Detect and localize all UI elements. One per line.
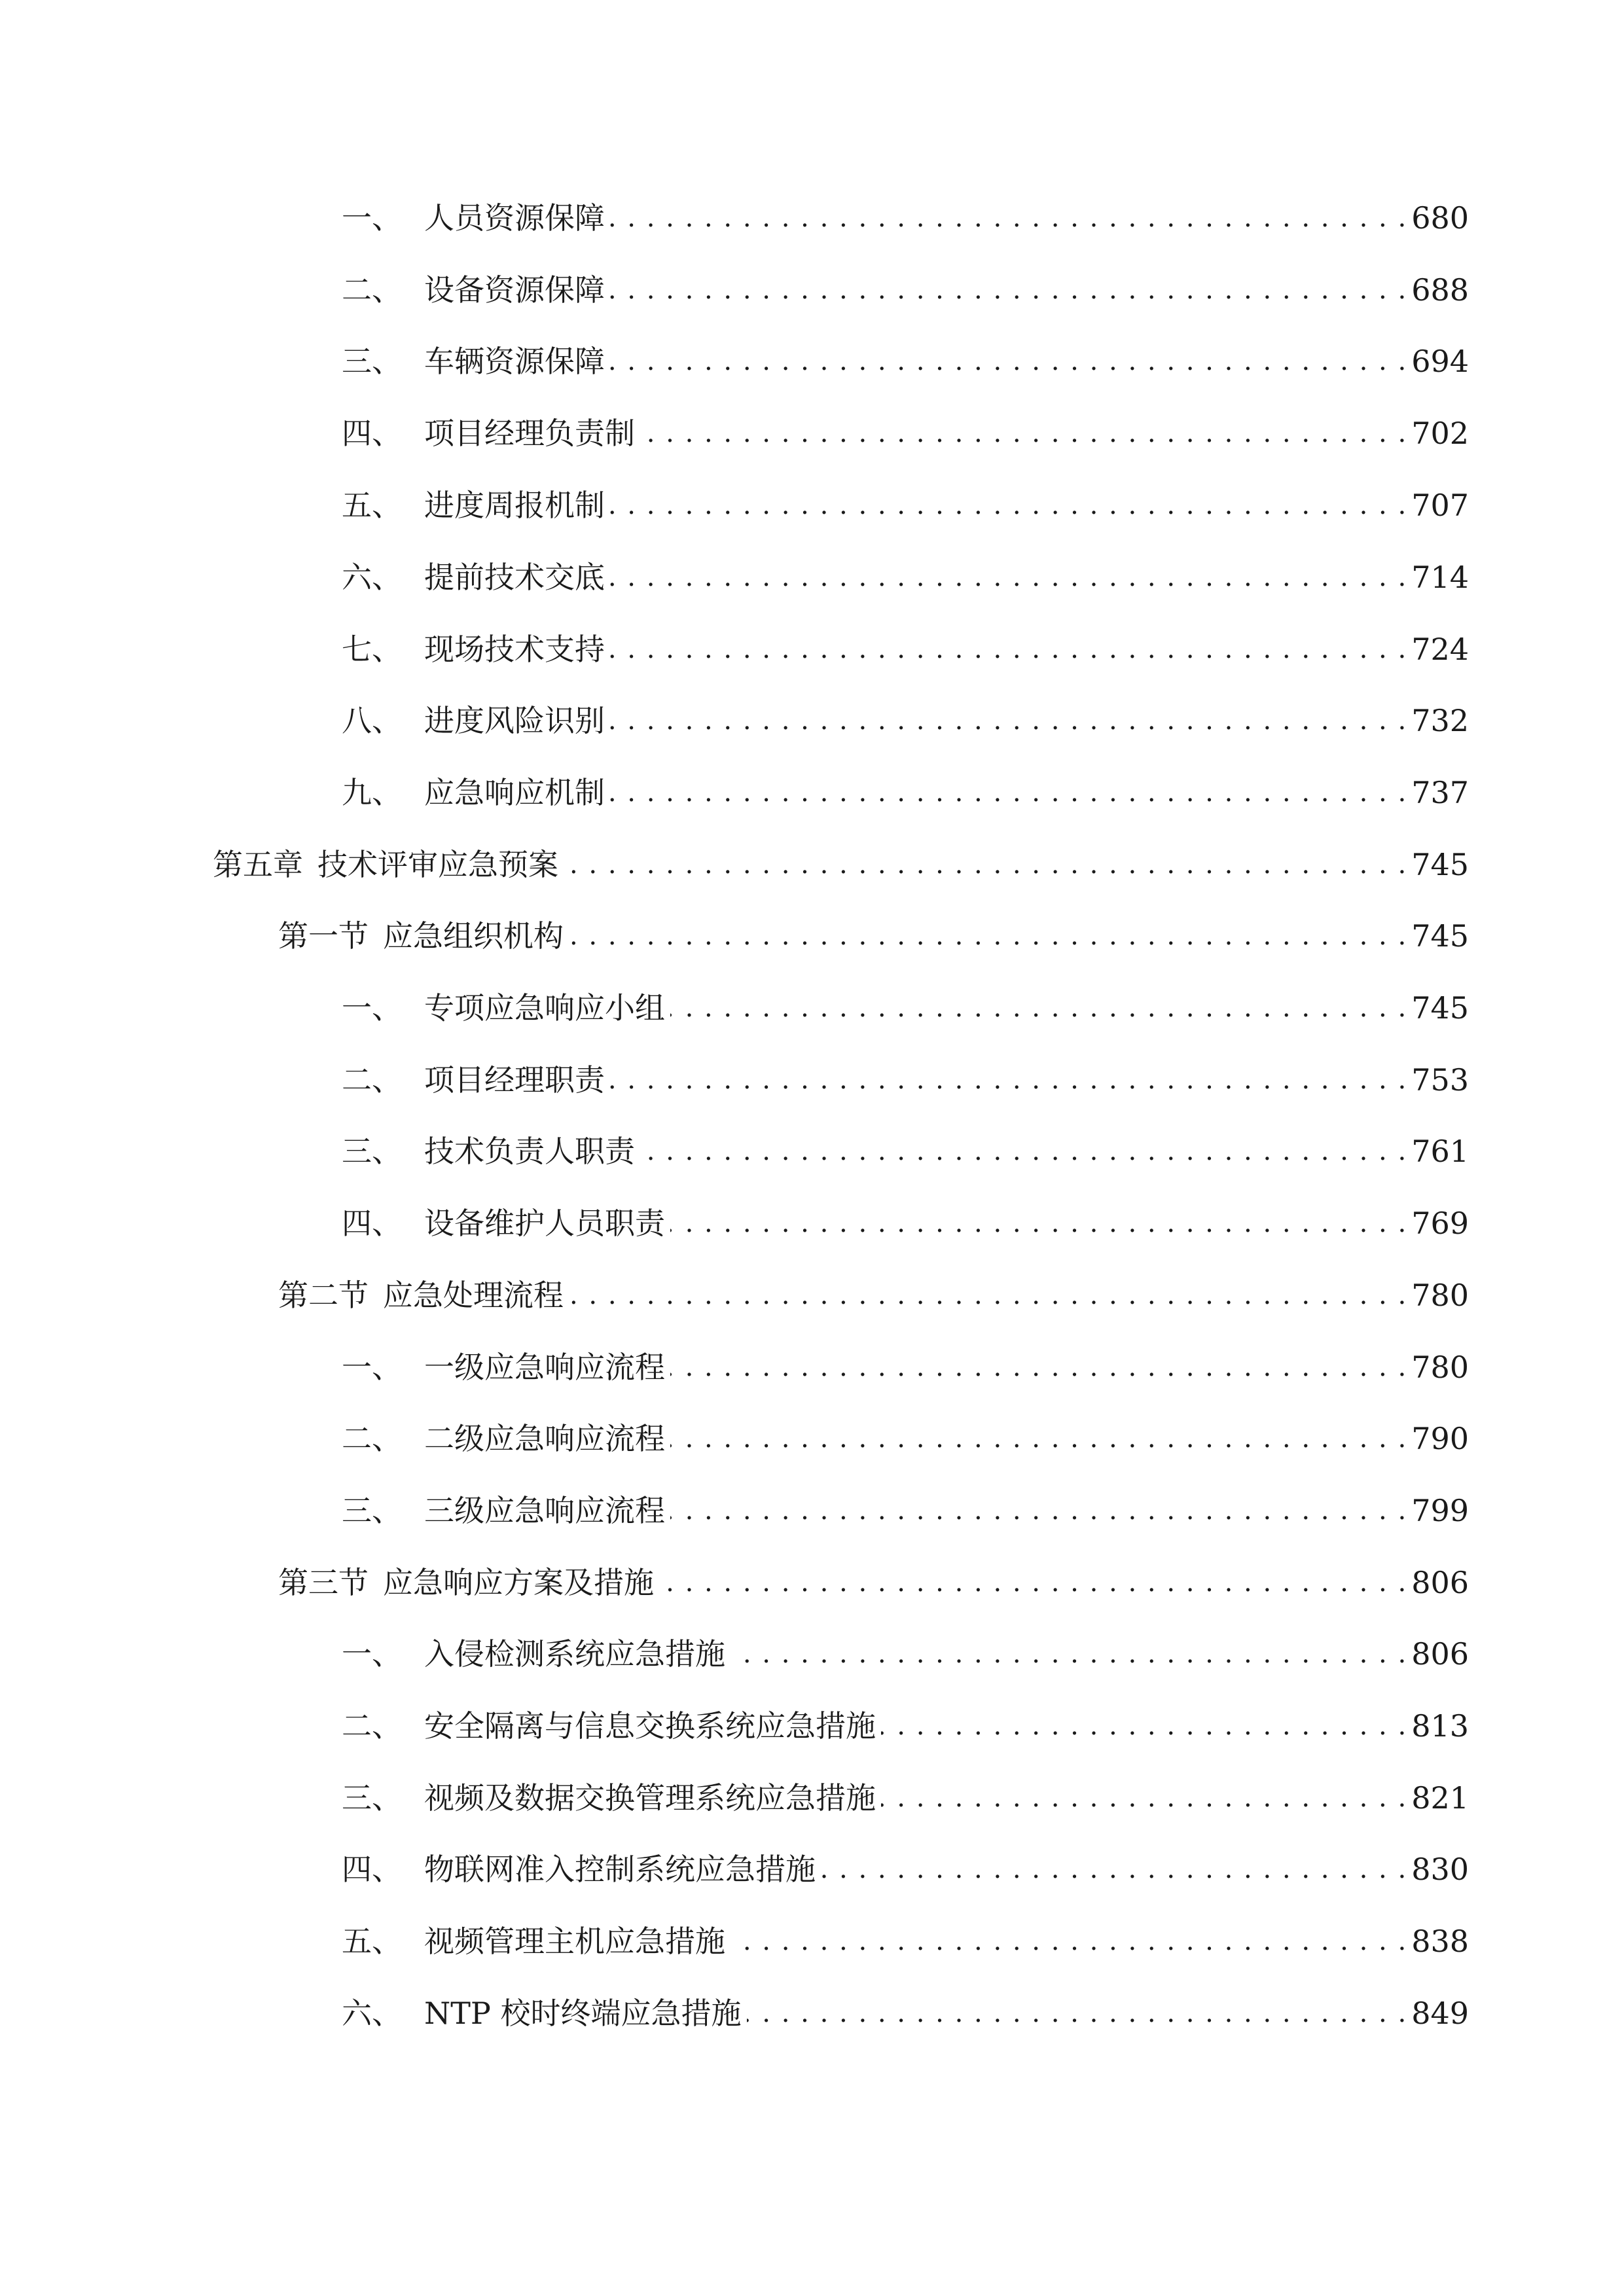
toc-entry[interactable]	[342, 407, 1469, 459]
toc-entry-title: 技术评审应急预案	[317, 847, 558, 882]
toc-entry-page: 724	[1411, 632, 1469, 667]
toc-entry-number: 一、	[342, 1350, 402, 1385]
dot-leader	[747, 1987, 1408, 2039]
toc-entry-page: 769	[1411, 1206, 1469, 1241]
toc-entry-title: 设备资源保障	[424, 272, 605, 308]
toc-entry-number: 二、	[342, 1708, 402, 1744]
toc-entry-page: 780	[1411, 1278, 1469, 1313]
toc-entry[interactable]	[342, 1484, 1469, 1537]
toc-entry-number: 第五章	[213, 847, 303, 882]
toc-entry-title: NTP 校时终端应急措施	[424, 1996, 742, 2031]
toc-entry-number: 第一节	[278, 918, 369, 954]
toc-entry-title: 应急响应方案及措施	[383, 1565, 654, 1600]
dot-leader	[564, 838, 1407, 891]
dot-leader	[610, 766, 1407, 819]
toc-entry[interactable]	[342, 335, 1469, 387]
toc-entry-number: 二、	[342, 272, 402, 308]
toc-entry-page: 799	[1411, 1493, 1469, 1528]
toc-entry-number: 三、	[342, 1493, 402, 1528]
toc-entry[interactable]	[342, 1197, 1469, 1249]
toc-entry[interactable]	[342, 766, 1469, 819]
dot-leader	[610, 192, 1407, 244]
toc-entry[interactable]	[342, 1628, 1469, 1680]
toc-chapter-entry[interactable]	[213, 838, 1469, 891]
toc-entry-page: 780	[1411, 1350, 1469, 1385]
toc-entry-title: 现场技术支持	[424, 632, 605, 667]
toc-entry-number: 三、	[342, 1780, 402, 1816]
dot-leader	[610, 479, 1407, 531]
toc-entry-number: 六、	[342, 560, 402, 595]
toc-entry-number: 第二节	[278, 1278, 369, 1313]
toc-entry-page: 838	[1411, 1924, 1469, 1959]
dot-leader	[640, 407, 1407, 459]
toc-entry-page: 830	[1411, 1852, 1469, 1887]
toc-entry-page: 813	[1411, 1708, 1469, 1744]
toc-entry-page: 753	[1411, 1062, 1469, 1098]
toc-entry-number: 七、	[342, 632, 402, 667]
toc-entry-number: 二、	[342, 1062, 402, 1098]
toc-entry-number: 三、	[342, 344, 402, 379]
toc-entry-title: 项目经理负责制	[424, 416, 635, 451]
toc-entry[interactable]	[342, 694, 1469, 747]
dot-leader	[610, 551, 1407, 603]
toc-entry-page: 806	[1411, 1636, 1469, 1672]
toc-entry-title: 进度风险识别	[424, 703, 605, 738]
toc-entry-page: 702	[1411, 416, 1469, 451]
dot-leader	[670, 982, 1407, 1034]
toc-section-entry[interactable]	[278, 1269, 1469, 1321]
toc-entry-number: 四、	[342, 416, 402, 451]
dot-leader	[821, 1843, 1407, 1895]
toc-entry-title: 提前技术交底	[424, 560, 605, 595]
dot-leader	[670, 1484, 1407, 1537]
dot-leader	[670, 1412, 1407, 1465]
toc-entry-page: 737	[1411, 775, 1469, 810]
toc-entry-page: 806	[1411, 1565, 1469, 1600]
toc-entry[interactable]	[342, 1772, 1469, 1824]
toc-entry-title: 视频管理主机应急措施	[424, 1924, 725, 1959]
dot-leader	[731, 1915, 1407, 1967]
dot-leader	[881, 1772, 1407, 1824]
dot-leader	[881, 1700, 1407, 1752]
toc-entry-number: 四、	[342, 1206, 402, 1241]
toc-entry-title: 应急组织机构	[383, 918, 564, 954]
toc-entry[interactable]	[342, 1412, 1469, 1465]
dot-leader	[670, 1197, 1407, 1249]
toc-entry-title: 技术负责人职责	[424, 1134, 635, 1169]
toc-entry-title: 一级应急响应流程	[424, 1350, 665, 1385]
toc-entry[interactable]	[342, 1125, 1469, 1177]
dot-leader	[640, 1125, 1407, 1177]
dot-leader	[731, 1628, 1407, 1680]
toc-entry[interactable]	[342, 1915, 1469, 1967]
toc-entry-number: 六、	[342, 1996, 402, 2031]
toc-entry-page: 790	[1411, 1421, 1469, 1456]
toc-entry-title: 专项应急响应小组	[424, 990, 665, 1026]
toc-entry-title: 项目经理职责	[424, 1062, 605, 1098]
toc-section-entry[interactable]	[278, 1556, 1469, 1609]
toc-entry[interactable]	[342, 192, 1469, 244]
toc-entry-page: 821	[1411, 1780, 1469, 1816]
dot-leader	[569, 910, 1407, 962]
toc-entry-title: 物联网准入控制系统应急措施	[424, 1852, 816, 1887]
toc-entry-number: 五、	[342, 1924, 402, 1959]
toc-entry-number: 一、	[342, 200, 402, 236]
toc-entry-page: 745	[1411, 990, 1469, 1026]
dot-leader	[610, 335, 1407, 387]
dot-leader	[569, 1269, 1407, 1321]
toc-entry-title: 二级应急响应流程	[424, 1421, 665, 1456]
toc-entry-title: 设备维护人员职责	[424, 1206, 665, 1241]
dot-leader	[659, 1556, 1407, 1609]
toc-entry-number: 五、	[342, 488, 402, 523]
toc-entry-number: 四、	[342, 1852, 402, 1887]
toc-entry-title: 安全隔离与信息交换系统应急措施	[424, 1708, 876, 1744]
dot-leader	[610, 1054, 1407, 1106]
toc-entry-title: 车辆资源保障	[424, 344, 605, 379]
toc-entry-number: 一、	[342, 990, 402, 1026]
toc-entry-number: 八、	[342, 703, 402, 738]
toc-entry-page: 761	[1411, 1134, 1469, 1169]
toc-entry-number: 第三节	[278, 1565, 369, 1600]
toc-entry-title: 应急处理流程	[383, 1278, 564, 1313]
toc-entry-page: 680	[1411, 200, 1469, 236]
toc-entry-page: 745	[1411, 918, 1469, 954]
toc-entry-number: 三、	[342, 1134, 402, 1169]
toc-entry-page: 745	[1411, 847, 1469, 882]
toc-entry-title: 三级应急响应流程	[424, 1493, 665, 1528]
toc-entry[interactable]	[342, 479, 1469, 531]
dot-leader	[610, 264, 1407, 316]
dot-leader	[610, 694, 1407, 747]
toc-entry[interactable]	[342, 1341, 1469, 1393]
toc-entry[interactable]	[342, 1987, 1469, 2039]
toc-entry-number: 九、	[342, 775, 402, 810]
toc-entry-page: 688	[1411, 272, 1469, 308]
toc-entry-number: 一、	[342, 1636, 402, 1672]
toc-entry-title: 入侵检测系统应急措施	[424, 1636, 725, 1672]
toc-entry-title: 视频及数据交换管理系统应急措施	[424, 1780, 876, 1816]
toc-entry-page: 707	[1411, 488, 1469, 523]
toc-entry-title: 人员资源保障	[424, 200, 605, 236]
toc-entry[interactable]	[342, 1843, 1469, 1895]
toc-entry-page: 849	[1411, 1996, 1469, 2031]
toc-entry[interactable]	[342, 623, 1469, 675]
toc-entry-title: 进度周报机制	[424, 488, 605, 523]
toc-entry-title: 应急响应机制	[424, 775, 605, 810]
toc-section-entry[interactable]	[278, 910, 1469, 962]
toc-entry-page: 694	[1411, 344, 1469, 379]
toc-entry[interactable]	[342, 982, 1469, 1034]
dot-leader	[610, 623, 1407, 675]
toc-entry[interactable]	[342, 264, 1469, 316]
toc-entry-page: 714	[1411, 560, 1469, 595]
toc-entry[interactable]	[342, 551, 1469, 603]
toc-entry-number: 二、	[342, 1421, 402, 1456]
toc-entry[interactable]	[342, 1700, 1469, 1752]
toc-entry[interactable]	[342, 1054, 1469, 1106]
toc-entry-page: 732	[1411, 703, 1469, 738]
dot-leader	[670, 1341, 1407, 1393]
